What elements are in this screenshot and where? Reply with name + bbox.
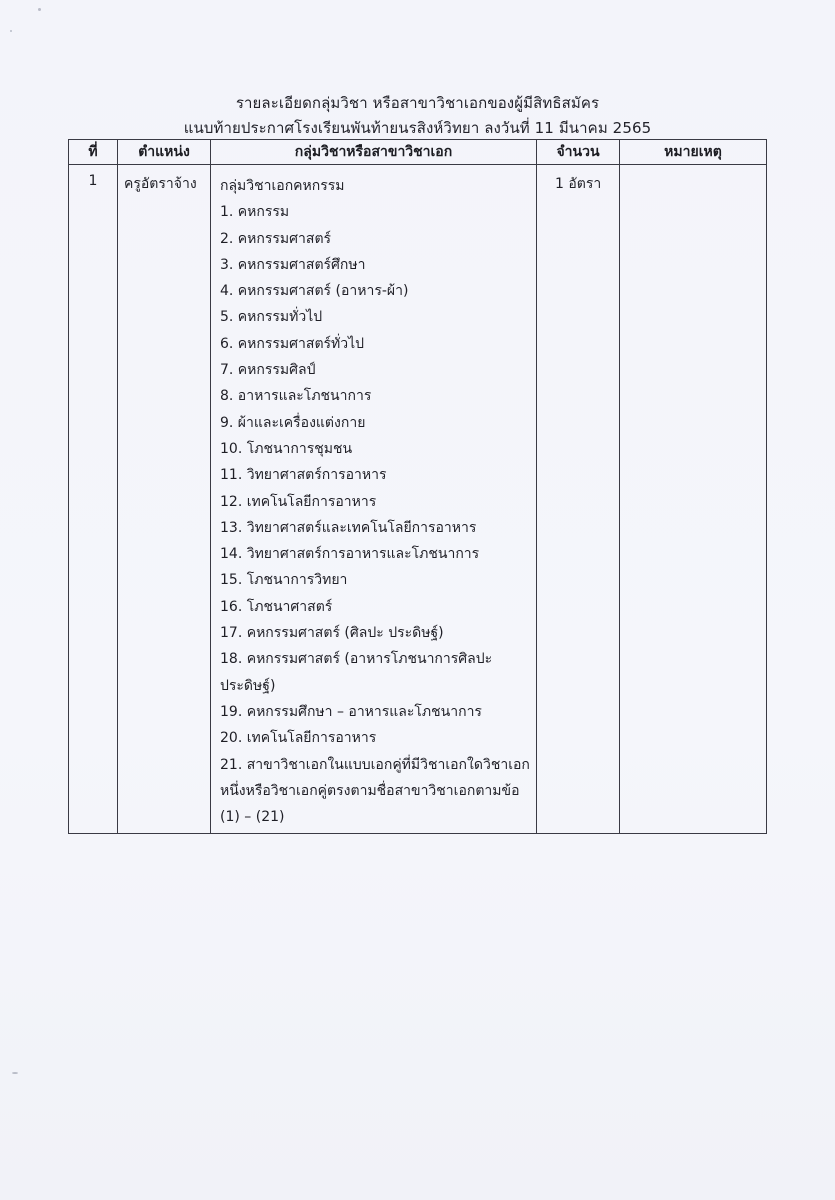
list-item: 14. วิทยาศาสตร์การอาหารและโภชนาการ [220,546,480,563]
list-item: 9. ผ้าและเครื่องแต่งกาย [220,414,366,431]
subject-table [68,139,767,834]
list-item: 20. เทคโนโลยีการอาหาร [220,730,377,747]
cell-subjects [211,165,537,834]
cell-no: 1 [69,165,118,834]
list-item: 15. โภชนาการวิทยา [220,572,348,589]
list-item: 7. คหกรรมศิลป์ [220,362,316,379]
subject-list [211,165,536,830]
scan-speck [38,8,41,11]
document-subtitle: แนบท้ายประกาศโรงเรียนพันท้ายนรสิงห์วิทยา ลงวันที่ 11 มีนาคม 2565 [183,119,652,137]
list-item: กลุ่มวิชาเอกคหกรรม [220,178,345,194]
header-count: จำนวน [537,140,620,165]
document-title: รายละเอียดกลุ่มวิชา หรือสาขาวิชาเอกของผู้มีสิทธิสมัคร [235,94,600,112]
table-row [69,165,767,834]
list-item: ประดิษฐ์) [220,677,276,694]
list-item: 13. วิทยาศาสตร์และเทคโนโลยีการอาหาร [220,519,477,536]
header-no: ที่ [69,140,118,165]
list-item: 10. โภชนาการชุมชน [220,440,353,457]
list-item: 2. คหกรรมศาสตร์ [220,230,332,247]
list-item: 1. คหกรรม [220,204,290,221]
list-item: 21. สาขาวิชาเอกในแบบเอกคู่ที่มีวิชาเอกใดวิชาเอก [220,756,530,773]
list-item: 12. เทคโนโลยีการอาหาร [220,493,377,510]
table-header-row [69,140,767,165]
scan-speck [10,30,12,32]
cell-count: 1 อัตรา [537,165,620,834]
list-item: 18. คหกรรมศาสตร์ (อาหารโภชนาการศิลปะ [220,651,493,668]
header-position: ตำแหน่ง [118,140,211,165]
list-item: 11. วิทยาศาสตร์การอาหาร [220,467,387,484]
list-item: 6. คหกรรมศาสตร์ทั่วไป [220,335,365,352]
list-item: 19. คหกรรมศึกษา – อาหารและโภชนาการ [220,703,482,720]
list-item: (1) – (21) [220,809,285,826]
list-item: หนึ่งหรือวิชาเอกคู่ตรงตามชื่อสาขาวิชาเอกตามข้อ [220,782,520,799]
header-note: หมายเหตุ [620,140,767,165]
list-item: 3. คหกรรมศาสตร์ศึกษา [220,256,366,273]
cell-note [620,165,767,834]
list-item: 8. อาหารและโภชนาการ [220,388,372,405]
list-item: 4. คหกรรมศาสตร์ (อาหาร-ผ้า) [220,283,409,300]
scan-speck [12,1072,18,1074]
list-item: 17. คหกรรมศาสตร์ (ศิลปะ ประดิษฐ์) [220,625,444,642]
list-item: 5. คหกรรมทั่วไป [220,309,323,326]
list-item: 16. โภชนาศาสตร์ [220,598,333,615]
header-subject: กลุ่มวิชาหรือสาขาวิชาเอก [211,140,537,165]
cell-position: ครูอัตราจ้าง [118,165,211,834]
